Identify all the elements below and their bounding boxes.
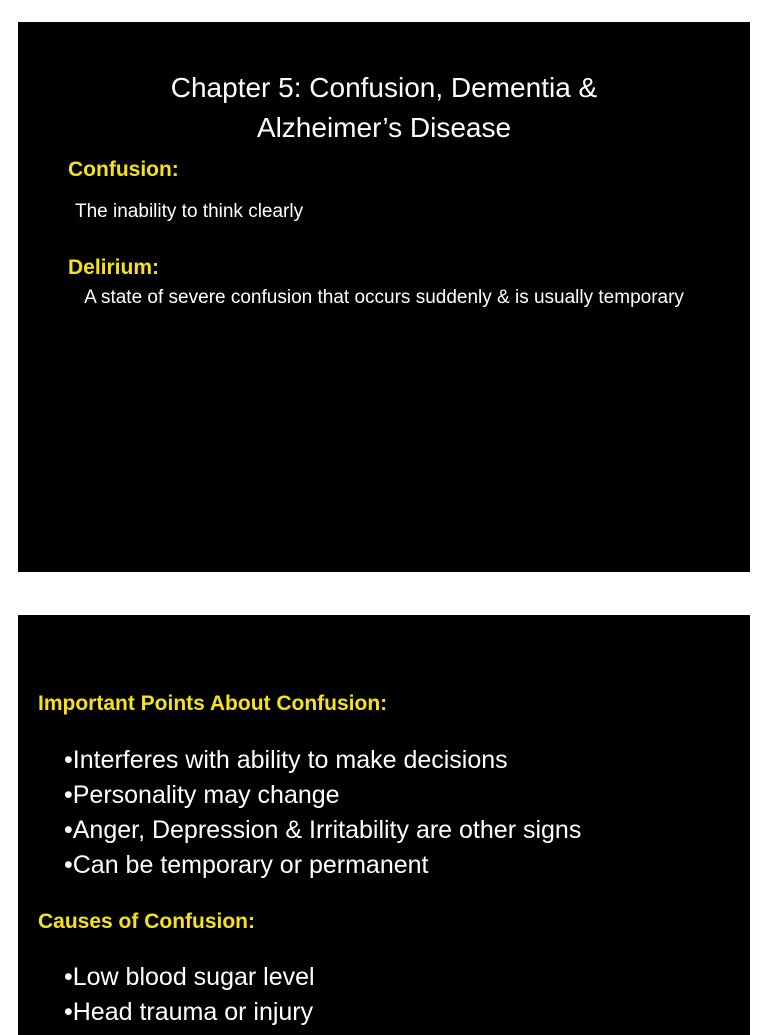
slide-title-line-2: Alzheimer’s Disease	[256, 112, 512, 143]
list-item: •Personality may change	[64, 781, 340, 809]
causes-heading: Causes of Confusion:	[38, 910, 256, 933]
slide-title-line-1: Chapter 5: Confusion, Dementia &	[170, 72, 598, 103]
delirium-heading: Delirium:	[68, 256, 160, 279]
list-item: •Head trauma or injury	[64, 998, 314, 1026]
slide-2	[18, 615, 750, 1035]
slide-1	[18, 22, 750, 572]
list-item: •Interferes with ability to make decisions	[64, 746, 508, 774]
confusion-heading: Confusion:	[68, 158, 179, 181]
causes-list	[64, 960, 315, 1030]
list-item: •Anger, Depression & Irritability are other signs	[64, 816, 582, 844]
delirium-definition: A state of severe confusion that occurs suddenly & is usually temporary	[84, 287, 684, 308]
important-points-list	[64, 743, 581, 883]
list-item: •Can be temporary or permanent	[64, 851, 429, 879]
confusion-definition: The inability to think clearly	[75, 201, 304, 222]
important-points-heading: Important Points About Confusion:	[38, 692, 388, 715]
slide-title	[18, 68, 750, 148]
list-item: •Low blood sugar level	[64, 963, 315, 991]
